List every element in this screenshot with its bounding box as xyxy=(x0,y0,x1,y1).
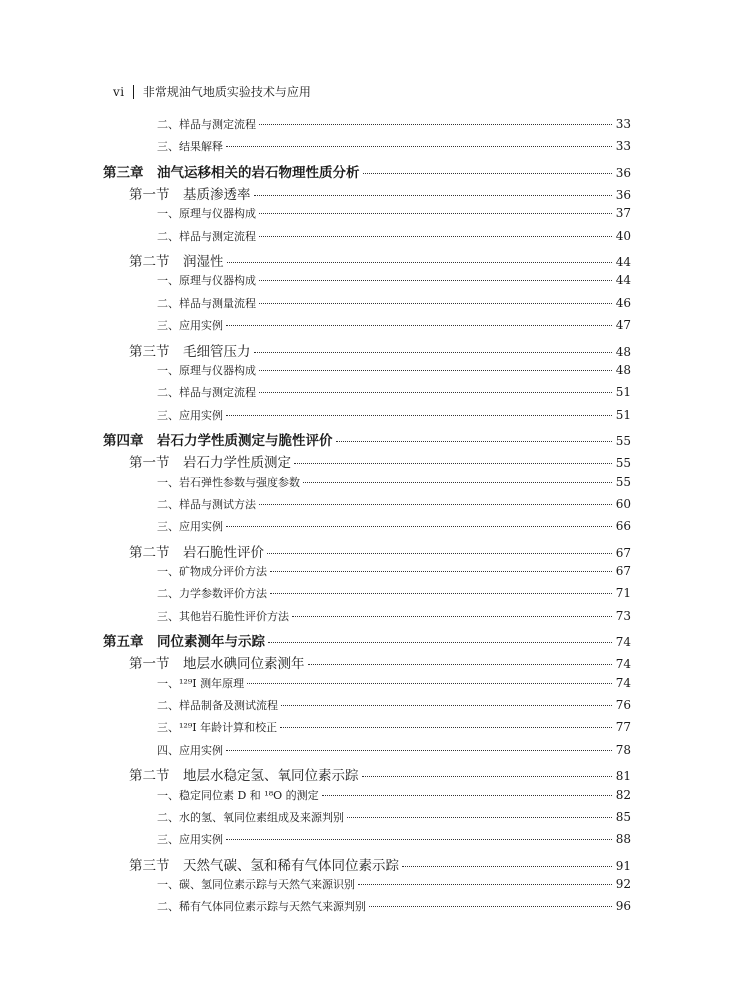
dot-leader xyxy=(270,571,612,572)
dot-leader xyxy=(347,817,612,818)
toc-item-entry[interactable] xyxy=(157,787,631,803)
toc-entry-page: 81 xyxy=(615,769,631,784)
dot-leader xyxy=(226,415,612,416)
toc-entry-title: 第一节 地层水碘同位素测年 xyxy=(129,656,305,673)
toc-entry-page: 55 xyxy=(615,456,631,471)
toc-entry-title: 第五章 同位素测年与示踪 xyxy=(103,634,265,651)
toc-entry-page: 96 xyxy=(615,899,631,914)
toc-item-entry[interactable] xyxy=(157,272,631,288)
toc-entry-title: 一、岩石弹性参数与强度参数 xyxy=(157,475,300,489)
toc-section-entry[interactable] xyxy=(129,652,631,672)
toc-entry-title: 二、力学参数评价方法 xyxy=(157,587,267,601)
toc-section-entry[interactable] xyxy=(129,541,631,561)
toc-item-entry[interactable] xyxy=(157,675,631,691)
toc-item-entry[interactable] xyxy=(157,228,631,244)
toc-entry-title: 三、应用实例 xyxy=(157,408,223,422)
dot-leader xyxy=(254,352,613,353)
toc-item-entry[interactable] xyxy=(157,876,631,892)
toc-entry-page: 73 xyxy=(615,608,631,623)
dot-leader xyxy=(303,482,612,483)
toc-entry-title: 二、样品与测定流程 xyxy=(157,386,256,400)
toc-section-entry[interactable] xyxy=(129,854,631,874)
toc-item-entry[interactable] xyxy=(157,898,631,914)
toc-entry-page: 74 xyxy=(615,635,631,650)
toc-entry-page: 92 xyxy=(615,876,631,891)
toc-entry-title: 二、样品与测试方法 xyxy=(157,497,256,511)
toc-entry-page: 88 xyxy=(615,832,631,847)
toc-item-entry[interactable] xyxy=(157,563,631,579)
toc-entry-page: 67 xyxy=(615,564,631,578)
toc-item-entry[interactable] xyxy=(157,474,631,490)
toc-entry-title: 二、稀有气体同位素示踪与天然气来源判别 xyxy=(157,900,366,914)
header-book-title: 非常规油气地质实验技术与应用 xyxy=(142,85,311,99)
toc-section-entry[interactable] xyxy=(129,250,631,270)
toc-item-entry[interactable] xyxy=(157,831,631,847)
toc-entry-title: 三、结果解释 xyxy=(157,140,223,154)
toc-item-entry[interactable] xyxy=(157,809,631,825)
dot-leader xyxy=(226,839,612,840)
toc-entry-title: 一、原理与仪器构成 xyxy=(157,207,256,221)
dot-leader xyxy=(259,370,612,371)
dot-leader xyxy=(259,213,612,214)
toc-entry-page: 55 xyxy=(615,433,631,448)
dot-leader xyxy=(259,280,612,281)
toc-item-entry[interactable] xyxy=(157,317,631,333)
toc-item-entry[interactable] xyxy=(157,116,631,132)
toc-entry-title: 一、¹²⁹I 测年原理 xyxy=(157,676,245,690)
toc-entry-title: 第三节 天然气碳、氢和稀有气体同位素示踪 xyxy=(129,857,399,874)
dot-leader xyxy=(267,553,612,554)
toc-entry-page: 46 xyxy=(615,295,631,310)
toc-item-entry[interactable] xyxy=(157,496,631,512)
toc-entry-page: 47 xyxy=(615,318,631,333)
dot-leader xyxy=(369,906,612,907)
toc-entry-title: 一、矿物成分评价方法 xyxy=(157,565,267,578)
toc-entry-title: 第一节 基质渗透率 xyxy=(129,187,251,204)
dot-leader xyxy=(281,705,612,706)
toc-section-entry[interactable] xyxy=(129,340,631,360)
toc-item-entry[interactable] xyxy=(157,518,631,534)
toc-entry-title: 一、原理与仪器构成 xyxy=(157,274,256,288)
toc-chapter-entry[interactable] xyxy=(103,161,631,181)
toc-section-entry[interactable] xyxy=(129,183,631,203)
toc-entry-page: 82 xyxy=(615,787,631,802)
toc-entry-title: 二、样品制备及测试流程 xyxy=(157,699,278,713)
dot-leader xyxy=(259,236,612,237)
dot-leader xyxy=(259,392,612,393)
toc-entry-page: 74 xyxy=(615,675,631,690)
toc-item-entry[interactable] xyxy=(157,384,631,400)
toc-item-entry[interactable] xyxy=(157,205,631,221)
toc-entry-title: 一、稳定同位素 D 和 ¹⁸O 的测定 xyxy=(157,788,319,802)
dot-leader xyxy=(336,441,613,442)
dot-leader xyxy=(280,727,612,728)
dot-leader xyxy=(363,173,613,174)
toc-item-entry[interactable] xyxy=(157,719,631,735)
toc-entry-page: 55 xyxy=(615,474,631,489)
toc-entry-page: 77 xyxy=(615,720,631,735)
toc-item-entry[interactable] xyxy=(157,295,631,311)
dot-leader xyxy=(322,795,612,796)
dot-leader xyxy=(226,526,612,527)
dot-leader xyxy=(247,683,612,684)
toc-entry-page: 40 xyxy=(615,228,631,243)
toc-entry-page: 67 xyxy=(615,545,631,560)
running-header xyxy=(113,83,311,100)
toc-item-entry[interactable] xyxy=(157,585,631,601)
toc-entry-page: 33 xyxy=(615,117,631,131)
toc-item-entry[interactable] xyxy=(157,407,631,423)
toc-entry-page: 76 xyxy=(615,698,631,713)
dot-leader xyxy=(292,616,612,617)
toc-entry-title: 第三章 油气运移相关的岩石物理性质分析 xyxy=(103,164,360,181)
dot-leader xyxy=(226,146,612,147)
toc-entry-title: 三、应用实例 xyxy=(157,833,223,847)
toc-entry-title: 第四章 岩石力学性质测定与脆性评价 xyxy=(103,432,333,449)
toc-entry-page: 51 xyxy=(615,385,631,400)
toc-entry-page: 74 xyxy=(615,657,631,672)
toc-entry-title: 第二节 地层水稳定氢、氧同位素示踪 xyxy=(129,768,359,785)
toc-item-entry[interactable] xyxy=(157,138,631,154)
dot-leader xyxy=(294,463,612,464)
dot-leader xyxy=(227,262,613,263)
toc-entry-title: 二、样品与测量流程 xyxy=(157,296,256,310)
dot-leader xyxy=(308,664,613,665)
toc-entry-page: 44 xyxy=(615,255,631,270)
dot-leader xyxy=(259,124,612,125)
toc-entry-title: 第二节 润湿性 xyxy=(129,254,224,271)
toc-entry-page: 78 xyxy=(615,742,631,757)
toc-entry-title: 第三节 毛细管压力 xyxy=(129,343,251,360)
header-page-number: vi xyxy=(113,84,125,99)
toc-chapter-entry[interactable] xyxy=(103,630,631,650)
toc-entry-title: 第二节 岩石脆性评价 xyxy=(129,544,264,561)
toc-entry-page: 91 xyxy=(615,858,631,873)
toc-entry-title: 三、应用实例 xyxy=(157,319,223,333)
toc-chapter-entry[interactable] xyxy=(103,429,631,449)
toc-entry-page: 48 xyxy=(615,344,631,359)
dot-leader xyxy=(259,303,612,304)
dot-leader xyxy=(358,884,612,885)
toc-item-entry[interactable] xyxy=(157,742,631,758)
toc-item-entry[interactable] xyxy=(157,608,631,624)
toc-entry-page: 51 xyxy=(615,407,631,422)
toc-entry-title: 三、应用实例 xyxy=(157,520,223,534)
toc-entry-page: 48 xyxy=(615,362,631,377)
toc-entry-page: 71 xyxy=(615,586,631,601)
toc-item-entry[interactable] xyxy=(157,362,631,378)
toc-section-entry[interactable] xyxy=(129,451,631,471)
dot-leader xyxy=(362,776,613,777)
toc-item-entry[interactable] xyxy=(157,697,631,713)
toc-entry-page: 33 xyxy=(615,139,631,154)
toc-entry-title: 二、水的氢、氧同位素组成及来源判别 xyxy=(157,810,344,824)
dot-leader xyxy=(402,866,612,867)
toc-entry-title: 一、碳、氢同位素示踪与天然气来源识别 xyxy=(157,877,355,891)
dot-leader xyxy=(226,325,612,326)
toc-entry-title: 二、样品与测定流程 xyxy=(157,118,256,131)
toc-entry-title: 第一节 岩石力学性质测定 xyxy=(129,455,291,472)
toc-entry-title: 三、¹²⁹I 年龄计算和校正 xyxy=(157,721,278,735)
toc-entry-page: 85 xyxy=(615,809,631,824)
toc-entry-page: 37 xyxy=(615,206,631,221)
toc-entry-page: 60 xyxy=(615,496,631,511)
toc-entry-title: 四、应用实例 xyxy=(157,743,223,757)
toc-entry-title: 三、其他岩石脆性评价方法 xyxy=(157,609,289,623)
toc-section-entry[interactable] xyxy=(129,764,631,784)
toc-entry-page: 36 xyxy=(615,188,631,203)
dot-leader xyxy=(268,642,612,643)
dot-leader xyxy=(254,195,613,196)
toc-entry-page: 44 xyxy=(615,273,631,288)
toc-entry-page: 36 xyxy=(615,165,631,180)
dot-leader xyxy=(259,504,612,505)
header-divider xyxy=(133,85,134,99)
toc-entry-title: 一、原理与仪器构成 xyxy=(157,363,256,377)
dot-leader xyxy=(226,750,612,751)
toc-entry-page: 66 xyxy=(615,519,631,534)
toc-entry-title: 二、样品与测定流程 xyxy=(157,229,256,243)
dot-leader xyxy=(270,593,612,594)
